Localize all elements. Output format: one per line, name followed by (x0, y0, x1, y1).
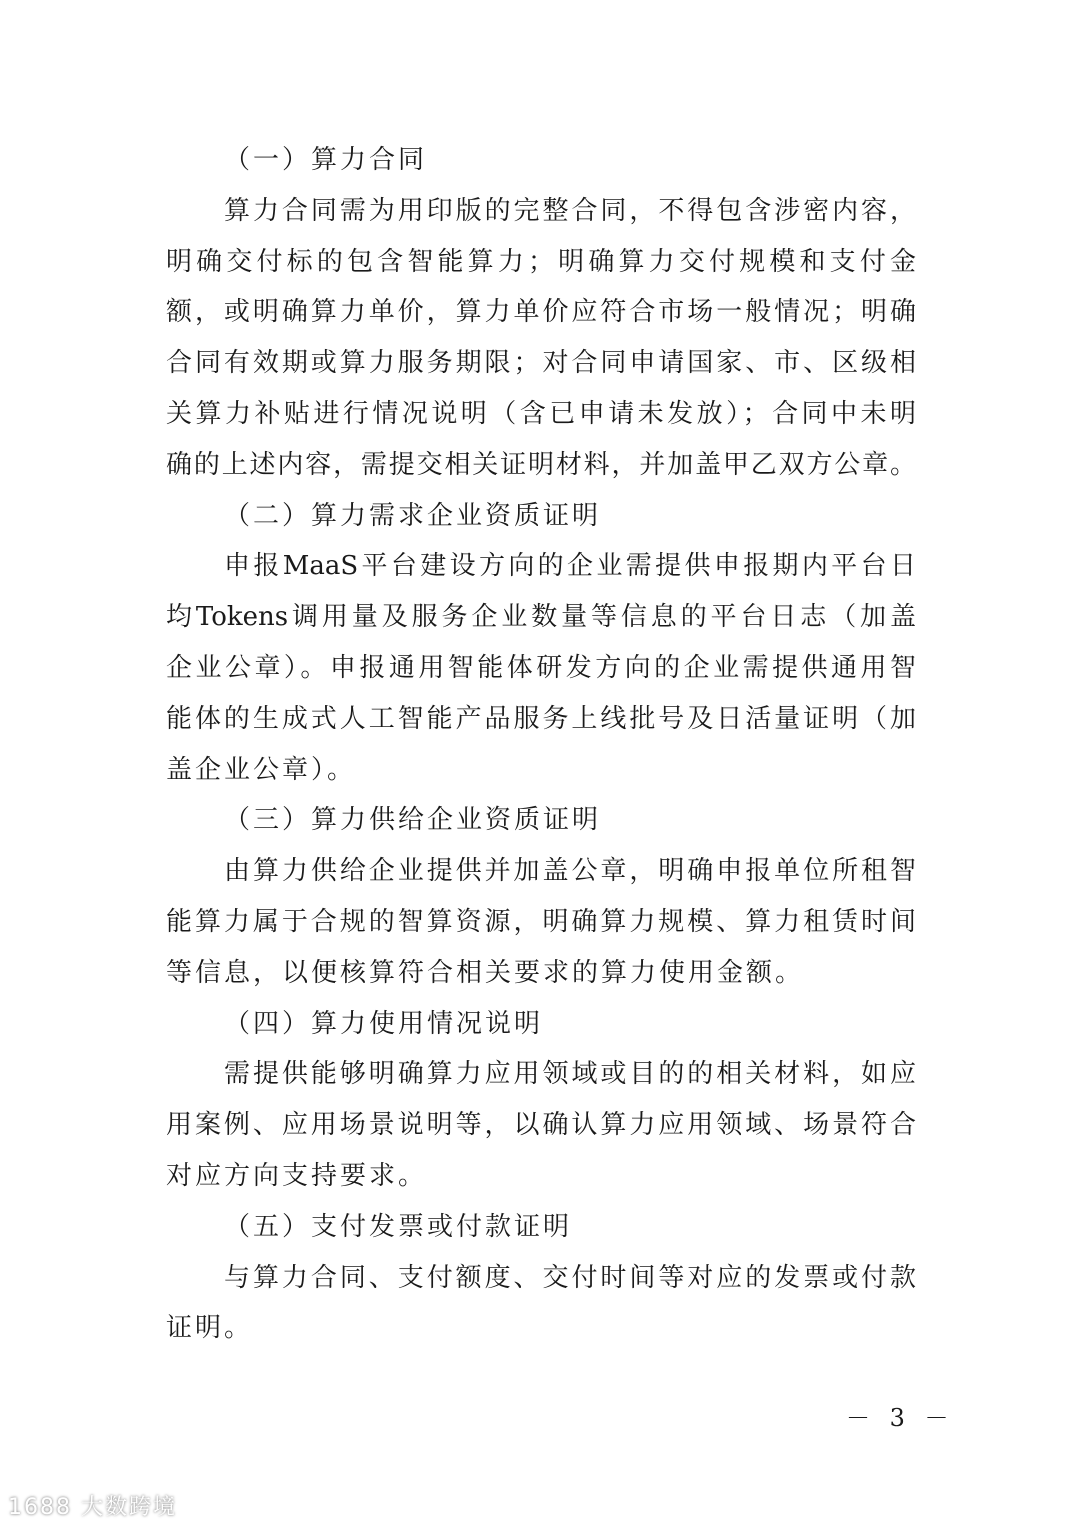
paragraph-line: 能算力属于合规的智算资源，明确算力规模、算力租赁时间 (166, 906, 916, 937)
paragraph-line: 均Tokens调用量及服务企业数量等信息的平台日志（加盖 (166, 602, 916, 633)
paragraph-line: 用案例、应用场景说明等，以确认算力应用领域、场景符合 (166, 1110, 916, 1141)
paragraph-line: 确的上述内容，需提交相关证明材料，并加盖甲乙双方公章。 (166, 449, 916, 480)
paragraph-line: 需提供能够明确算力应用领域或目的的相关材料，如应 (224, 1059, 916, 1090)
paragraph-line: 能体的生成式人工智能产品服务上线批号及日活量证明（加 (166, 703, 916, 734)
section (166, 1202, 916, 1354)
paragraph-line: 等信息，以便核算符合相关要求的算力使用金额。 (166, 957, 805, 988)
section-heading: （三）算力供给企业资质证明 (224, 805, 602, 836)
paragraph-line: 明确交付标的包含智能算力；明确算力交付规模和支付金 (166, 246, 916, 277)
paragraph-line: 关算力补贴进行情况说明（含已申请未发放）；合同中未明 (166, 398, 916, 429)
watermark-logo: 1688 大数跨境 (8, 1495, 177, 1520)
paragraph-line: 与算力合同、支付额度、交付时间等对应的发票或付款 (224, 1262, 916, 1293)
paragraph-line: 合同有效期或算力服务期限；对合同申请国家、市、区级相 (166, 348, 916, 379)
section-heading: （一）算力合同 (224, 145, 428, 175)
paragraph-line: 对应方向支持要求。 (166, 1160, 428, 1191)
paragraph-line: 企业公章）。申报通用智能体研发方向的企业需提供通用智 (166, 652, 916, 683)
paragraph-line: 由算力供给企业提供并加盖公章，明确申报单位所租智 (224, 856, 916, 887)
document-body (166, 135, 916, 1354)
section (166, 999, 916, 1202)
section-heading: （五）支付发票或付款证明 (224, 1211, 573, 1242)
section (166, 795, 916, 998)
page-number: － 3 － (846, 1404, 955, 1432)
paragraph-line: 证明。 (166, 1313, 254, 1344)
section-heading: （二）算力需求企业资质证明 (224, 500, 602, 531)
paragraph-line: 额，或明确算力单价，算力单价应符合市场一般情况；明确 (166, 297, 916, 328)
section (166, 491, 916, 796)
paragraph-line: 盖企业公章）。 (166, 754, 357, 785)
paragraph-line: 算力合同需为用印版的完整合同，不得包含涉密内容， (224, 195, 916, 226)
section (166, 135, 916, 491)
paragraph-line: 申报MaaS平台建设方向的企业需提供申报期内平台日 (224, 551, 916, 582)
section-heading: （四）算力使用情况说明 (224, 1008, 544, 1039)
